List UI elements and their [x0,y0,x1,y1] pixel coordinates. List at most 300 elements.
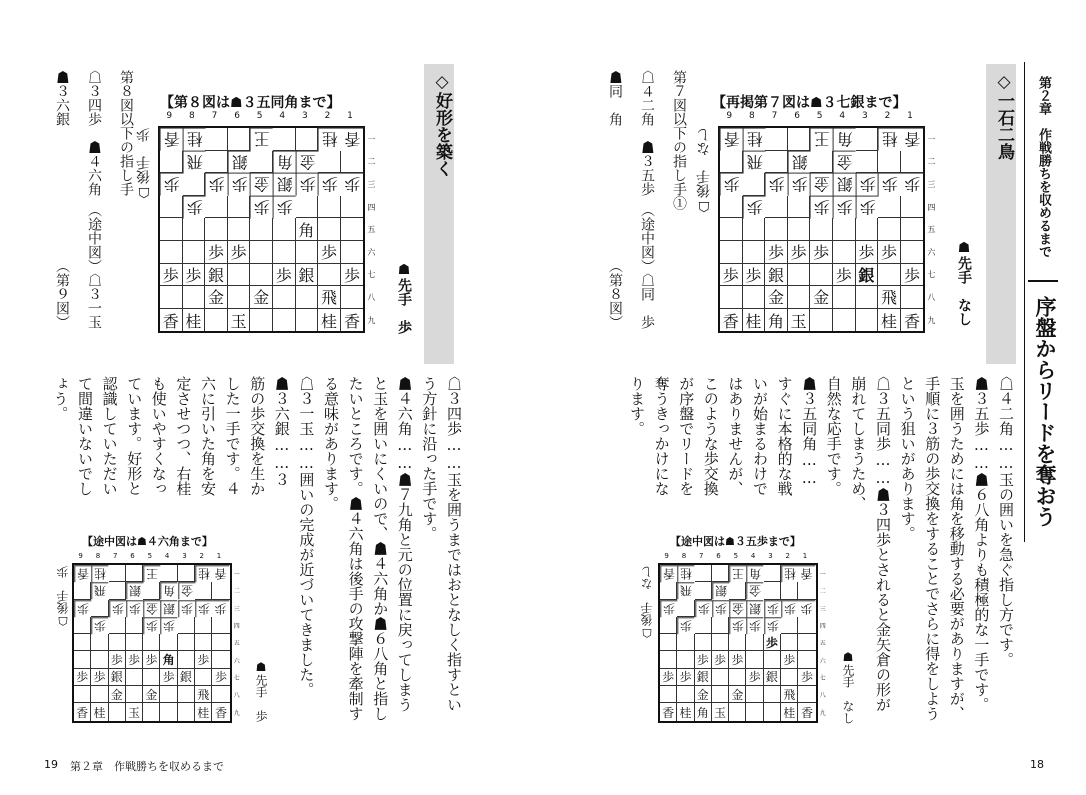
sente-piece: 歩 [677,669,694,686]
board-square [160,703,177,720]
file-label: 2 [785,552,790,560]
board-square [901,196,924,219]
gote-piece: 桂 [677,565,694,582]
sente-piece: 歩 [878,241,901,264]
board-square [109,565,126,582]
sente-piece: 歩 [810,241,833,264]
board-square [195,617,212,634]
board-square [178,617,195,634]
rank-label: 九 [233,709,240,717]
gote-piece: 銀 [833,173,856,196]
gote-piece: 歩 [781,600,798,617]
board-square [743,241,766,264]
board-square [833,309,856,332]
rank-label: 二 [927,157,936,167]
board-square [341,241,364,264]
file-label: 3 [861,111,868,121]
gote-piece: 歩 [746,617,763,634]
board-square [250,309,273,332]
board-square [765,151,788,174]
gote-piece: 歩 [212,600,229,617]
board-square [856,309,879,332]
board-square [660,686,677,703]
file-label: 3 [301,111,308,121]
right-body-line: 自然な応手です。 [824,376,843,496]
right-body-line: が序盤でリードを [677,376,696,496]
gote-piece: 歩 [901,173,924,196]
sente-piece: 歩 [183,264,206,287]
rank-label: 五 [367,225,376,235]
board-square [160,151,183,174]
board-square [660,582,677,599]
board-square [695,617,712,634]
right-body-line: 手順に３筋の歩交換をすることでさらに得をしよう [923,376,942,721]
file-label: 6 [234,111,240,121]
board-square [712,565,729,582]
sente-piece: 銀 [296,264,319,287]
board-square [250,264,273,287]
board-square [126,617,143,634]
sente-piece: 歩 [743,264,766,287]
gote-piece: 歩 [695,600,712,617]
board-square [109,617,126,634]
board-square [205,128,228,151]
sente-piece: 歩 [318,241,341,264]
gote-piece: 歩 [798,600,815,617]
sente-piece: 歩 [765,241,788,264]
rank-label: 七 [367,270,376,280]
board-square [856,128,879,151]
gote-piece: 銀 [788,151,811,174]
board-square [798,582,815,599]
right-body-line: ☖４二角……玉の囲いを急ぐ指し方です。 [996,376,1015,667]
sente-piece: 金 [205,286,228,309]
board-square [160,686,177,703]
gote-piece: 歩 [195,600,212,617]
gote-piece: 角 [273,151,296,174]
left-body-line: て間違いないでし [75,376,94,496]
board-square [901,286,924,309]
sente-piece: 金 [695,686,712,703]
board-square [126,686,143,703]
rank-label: 四 [233,623,240,631]
board-square [91,686,108,703]
board-square [712,686,729,703]
board-square [677,651,694,668]
rank-label: 二 [819,588,826,596]
gote-piece: 歩 [183,196,206,219]
file-label: 1 [802,552,808,560]
board-square [228,196,251,219]
board-square [720,241,743,264]
left-body-line: 六に引いた角を安 [198,376,217,496]
sente-piece: 歩 [212,669,229,686]
board-square [273,286,296,309]
board-square [743,286,766,309]
sente-piece: 歩 [695,651,712,668]
file-label: 9 [78,552,83,560]
sente-piece: 銀 [764,669,781,686]
sente-piece: 歩 [781,651,798,668]
board-square [695,582,712,599]
board-square [712,669,729,686]
sente-piece: 玉 [788,309,811,332]
rank-label: 八 [819,692,826,700]
right-body-line: はありませんが、 [726,376,745,496]
board-square [273,128,296,151]
left-gote-label: ☖後手 歩 [136,128,152,200]
gote-piece: 銀 [746,600,763,617]
board-square [143,582,160,599]
board-square [810,218,833,241]
gote-piece: 角 [746,565,763,582]
right-sente-label: ☗先手 なし [956,240,972,326]
board-square [788,264,811,287]
board-square [765,196,788,219]
right-body-line: いが始まるわけで [750,376,769,496]
rank-label: 九 [819,709,826,717]
board-square [833,241,856,264]
sente-piece: 歩 [195,651,212,668]
board-square [660,634,677,651]
board-square [781,582,798,599]
chapter-heading: 序盤からリードを奪おう [1033,296,1057,527]
board-square [729,703,746,720]
board-file-labels [718,111,921,121]
sente-piece: 金 [810,286,833,309]
left-page-number: 19 [44,758,58,771]
rank-label: 七 [233,674,240,682]
sente-piece: 桂 [743,309,766,332]
gote-piece: 王 [810,128,833,151]
file-label: 2 [199,552,204,560]
board-square [720,218,743,241]
board-square [273,241,296,264]
board-square [695,634,712,651]
board-square [798,617,815,634]
sente-piece: 香 [215,705,228,720]
rank-label: 八 [927,292,936,302]
last-move-piece: 歩 [764,634,781,651]
board-square [109,703,126,720]
right-moves-line-3: ☗同 角 （第８図） [607,70,623,329]
right-small-caption: 【途中図は☗３五歩まで】 [670,535,801,548]
board-square [788,128,811,151]
board-square [183,241,206,264]
shogi-board [658,563,818,723]
left-body-line: と玉を囲いにくいので、☗４六角か☗６八角と指し [371,376,390,721]
gote-piece: 香 [160,128,183,151]
gote-piece: 歩 [160,617,177,634]
board-square [205,151,228,174]
rank-label: 三 [233,605,240,613]
sente-piece: 歩 [91,669,108,686]
sente-piece: 桂 [195,703,212,720]
last-move-piece: 角 [160,651,177,668]
board-square [143,634,160,651]
file-label: 5 [256,111,263,121]
board-square [798,686,815,703]
sente-piece: 桂 [677,703,694,720]
right-section-title: ◇一石二鳥 [994,72,1014,160]
board-file-labels [72,552,228,560]
rank-label: 五 [233,640,240,648]
board-square [205,309,228,332]
board-square [810,264,833,287]
right-moves-line-1: 第７図以下の指し手① [671,70,687,210]
sente-piece: 角 [765,309,788,332]
gote-piece: 桂 [743,128,766,151]
sente-piece: 歩 [205,241,228,264]
sente-piece: 香 [160,309,183,332]
gote-piece: 金 [810,173,833,196]
board-square [160,196,183,219]
board-square [901,241,924,264]
gote-piece: 桂 [183,128,206,151]
file-label: 5 [816,111,823,121]
board-square [296,241,319,264]
sente-piece: 銀 [205,264,228,287]
sente-piece: 角 [296,218,319,241]
board-square [764,703,781,720]
board-square [788,196,811,219]
rank-label: 六 [927,247,936,257]
gote-piece: 金 [178,582,195,599]
file-label: 5 [147,552,153,560]
left-body-line: う方針に沿った手です。 [420,376,439,541]
board-square [160,218,183,241]
board-square [729,634,746,651]
sente-piece: 角 [695,703,712,720]
board-square [212,617,229,634]
gote-piece: 金 [296,151,319,174]
left-moves-line-3: ☗３六銀 （第９図） [54,70,70,329]
board-square [764,582,781,599]
board-square [856,286,879,309]
right-page-number: 18 [1030,758,1044,771]
board-square [746,686,763,703]
sente-piece: 銀 [109,669,126,686]
chapter-tag: 第２章 作戦勝ちを収めるまで [1036,76,1051,258]
file-label: 8 [95,552,101,560]
board-square [743,173,766,196]
right-body-line: ります。 [627,376,646,436]
sente-piece: 歩 [143,651,160,668]
left-moves-line-1: 第８図以下の指し手 [118,70,134,196]
board-square [660,651,677,668]
board-square [195,669,212,686]
rank-label: 九 [927,315,936,325]
board-square [833,286,856,309]
gote-piece: 歩 [205,173,228,196]
board-square [205,218,228,241]
left-sente-label: ☗先手 歩 [396,262,412,334]
board-square [273,218,296,241]
gote-piece: 歩 [856,173,879,196]
sente-piece: 玉 [126,703,143,720]
board-square [296,128,319,151]
gote-piece: 歩 [341,173,364,196]
board-square [764,651,781,668]
board-square [720,286,743,309]
rank-label: 八 [233,692,240,700]
gote-piece: 歩 [856,196,879,219]
sente-piece: 歩 [160,669,177,686]
board-square [878,151,901,174]
rank-label: 二 [233,588,240,596]
gote-piece: 飛 [91,582,108,599]
board-square [195,634,212,651]
file-label: 8 [681,552,687,560]
board-square [178,703,195,720]
board-square [788,218,811,241]
gote-piece: 歩 [273,196,296,219]
gote-piece: 飛 [677,582,694,599]
file-label: 2 [884,111,891,121]
gote-piece: 香 [74,565,91,582]
sente-piece: 歩 [341,264,364,287]
gote-piece: 桂 [878,128,901,151]
gote-piece: 歩 [712,600,729,617]
board-square [178,686,195,703]
gote-piece: 金 [833,151,856,174]
board-rank-labels [234,565,240,721]
board-square [810,151,833,174]
gote-piece: 歩 [160,173,183,196]
chapter-divider [1028,280,1058,282]
board-square [178,565,195,582]
board-square [212,686,229,703]
sente-piece: 歩 [901,264,924,287]
board-square [318,151,341,174]
gote-piece: 桂 [318,128,341,151]
left-body-line: ょう。 [51,376,70,421]
sente-piece: 歩 [856,241,879,264]
sente-piece: 玉 [228,309,251,332]
sente-piece: 金 [143,686,160,703]
right-body-line: 奪うきっかけにな [652,376,671,496]
board-square [296,196,319,219]
board-square [273,309,296,332]
file-label: 8 [749,111,755,121]
board-square [878,196,901,219]
file-label: 4 [750,552,756,560]
board-square [228,128,251,151]
board-square [746,634,763,651]
gote-piece: 桂 [91,565,108,582]
sente-piece: 金 [765,286,788,309]
gote-piece: 歩 [318,173,341,196]
board-square [178,651,195,668]
sente-piece: 金 [729,686,746,703]
right-small-sente: ☗先手 なし [841,650,855,724]
gote-piece: 金 [729,600,746,617]
board-rank-labels [927,128,935,331]
sente-piece: 飛 [195,686,212,703]
board-square [250,151,273,174]
sente-piece: 桂 [183,309,206,332]
board-square [126,669,143,686]
board-square [195,582,212,599]
board-square [765,218,788,241]
right-body-line: という狙いがあります。 [898,376,917,541]
sente-piece: 歩 [160,264,183,287]
sente-piece: 歩 [660,669,677,686]
board-square [341,218,364,241]
board-square [743,218,766,241]
file-label: 4 [279,111,286,121]
file-label: 1 [907,111,913,121]
board-square [250,218,273,241]
board-square [212,582,229,599]
board-square [91,634,108,651]
left-body-line: る意味があります。 [321,376,340,511]
board-square [798,651,815,668]
left-body-line: ☗３六銀……３ [272,376,291,487]
rank-label: 五 [927,225,936,235]
board-square [810,309,833,332]
board-square [126,634,143,651]
board-square [712,634,729,651]
rank-label: 三 [367,179,376,189]
board-square [788,286,811,309]
last-move-piece: 銀 [856,264,879,287]
gote-piece: 歩 [720,173,743,196]
right-body-line: すぐに本格的な戦 [775,376,794,496]
file-label: 7 [771,111,778,121]
sente-piece: 歩 [126,651,143,668]
sente-piece: 飛 [878,286,901,309]
shogi-board [158,126,365,333]
sente-piece: 歩 [273,264,296,287]
board-square [212,634,229,651]
file-label: 7 [211,111,218,121]
sente-piece: 飛 [318,286,341,309]
right-body-line: ☗３五同角…… [800,376,819,487]
gote-piece: 歩 [296,173,319,196]
board-square [781,617,798,634]
file-label: 9 [726,111,733,121]
gote-piece: 桂 [195,565,212,582]
board-file-labels [158,111,361,121]
sente-piece: 銀 [695,669,712,686]
board-square [91,651,108,668]
gote-piece: 歩 [250,196,273,219]
left-section-title: ◇好形を築く [432,72,452,177]
left-body-line: ☖３一玉……囲いの完成が近づいてきました。 [297,376,316,697]
rank-label: 一 [367,134,376,144]
gote-piece: 王 [729,565,746,582]
shogi-board [72,563,232,723]
sente-piece: 桂 [781,703,798,720]
rank-label: 九 [367,315,376,325]
gote-piece: 歩 [810,196,833,219]
board-square [729,669,746,686]
board-square [677,600,694,617]
rank-label: 一 [233,571,240,579]
rank-label: 五 [819,640,826,648]
board-square [91,600,108,617]
board-square [856,218,879,241]
gote-piece: 歩 [765,173,788,196]
file-label: 3 [182,552,187,560]
board-square [677,686,694,703]
gote-piece: 歩 [660,600,677,617]
board-square [183,218,206,241]
file-label: 1 [347,111,353,121]
board-square [183,173,206,196]
board-square [764,686,781,703]
